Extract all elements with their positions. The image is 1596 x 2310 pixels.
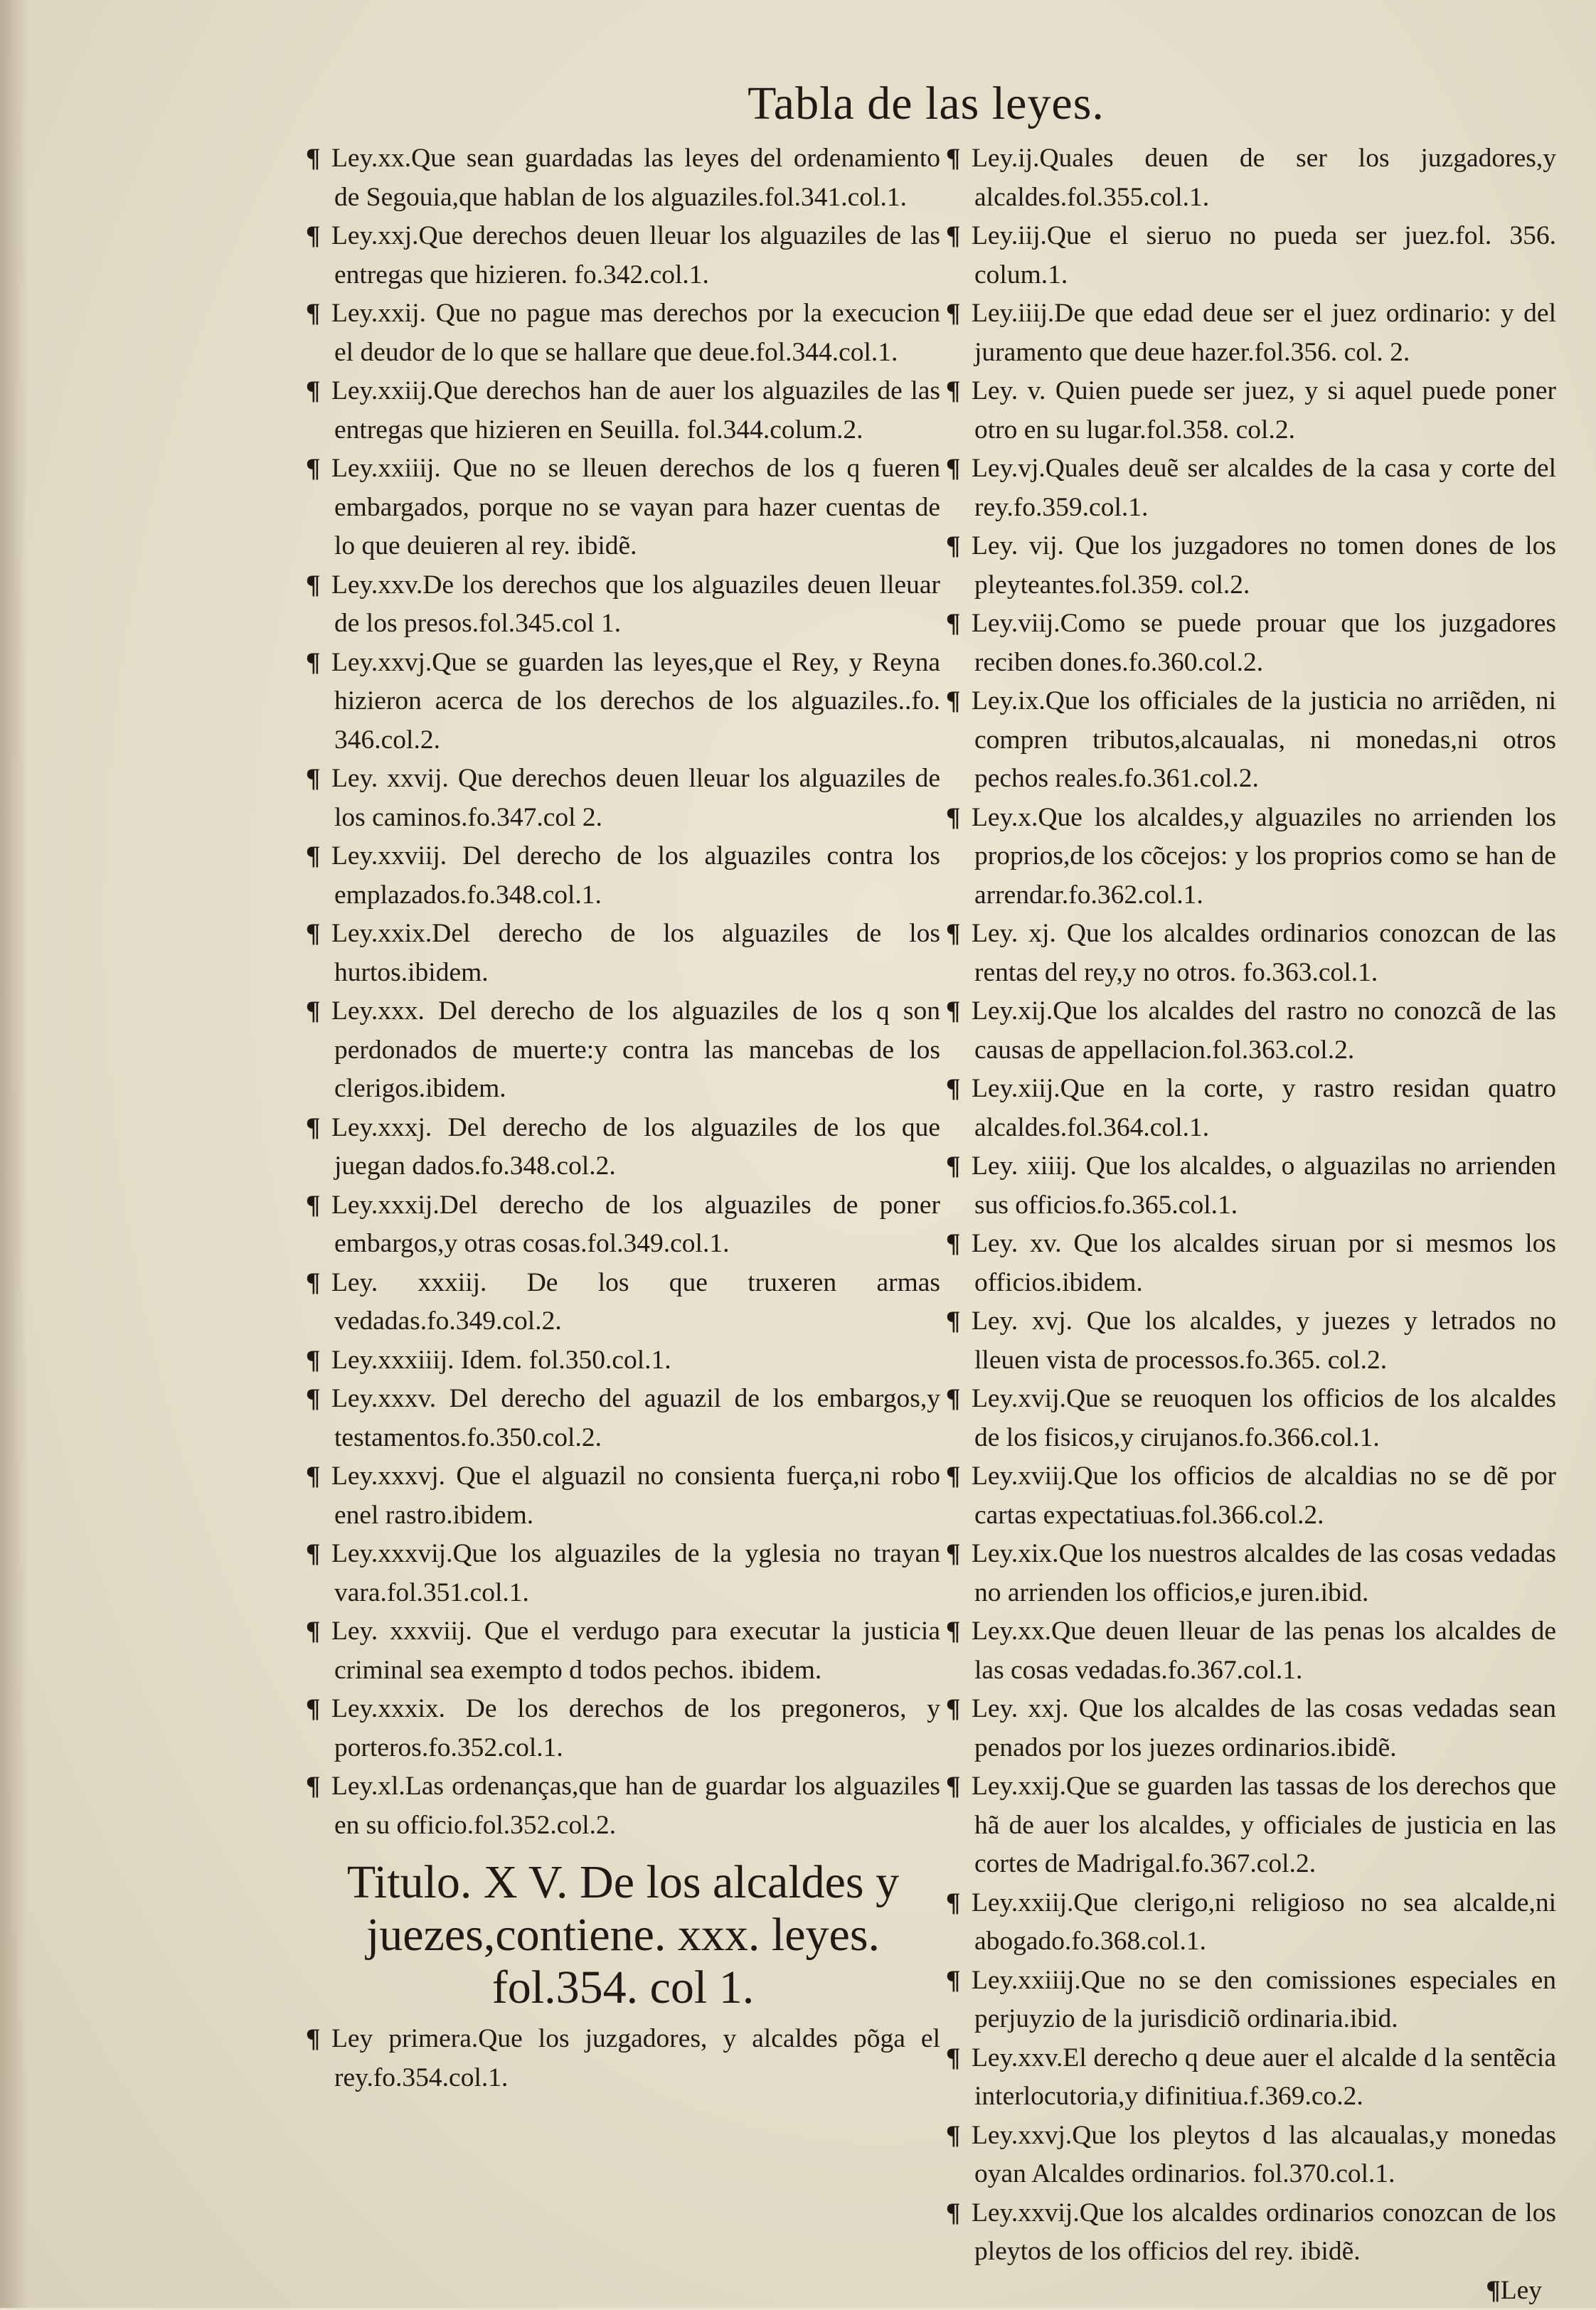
index-entry-text: Ley.xxxv. Del derecho del aguazil de los embargos,y testamentos.fo.350.col.2. <box>331 1384 940 1452</box>
index-entry <box>946 1612 1556 1690</box>
index-entry-text: Ley. xxxviij. Que el verdugo para executar la justicia criminal sea exempto d todos pechos. ibidem. <box>331 1617 940 1685</box>
index-entry-text: Ley.xij.Que los alcaldes del rastro no conozcã de las causas de appellacion.fol.363.col.2. <box>972 996 1556 1065</box>
index-entry-text: Ley.xvij.Que se reuoquen los officios de los alcaldes de los fisicos,y cirujanos.fo.366.col.1. <box>972 1384 1556 1452</box>
index-entry-text: Ley.xxiij.Que derechos han de auer los alguaziles de las entregas que hizieren en Seuilla. fol.344.colum.2. <box>331 376 940 445</box>
pilcrow-icon: ¶ <box>306 1264 331 1303</box>
index-entry <box>306 1380 940 1457</box>
pilcrow-icon: ¶ <box>946 1962 972 2001</box>
index-entry <box>946 1457 1556 1535</box>
pilcrow-icon: ¶ <box>306 294 331 334</box>
pilcrow-icon: ¶ <box>306 760 331 799</box>
catchword <box>946 2272 1556 2310</box>
index-entry-text: Ley.xxj.Que derechos deuen lleuar los alguaziles de las entregas que hizieren. fo.342.col.1. <box>331 221 940 289</box>
index-entry <box>306 992 940 1109</box>
index-entry-text: Ley.xxxvj. Que el alguazil no consienta fuerça,ni robo enel rastro.ibidem. <box>331 1462 940 1530</box>
index-entry <box>306 837 940 915</box>
index-entry <box>946 799 1556 915</box>
index-entry-text: Ley.xxxix. De los derechos de los pregoneros, y porteros.fo.352.col.1. <box>331 1694 940 1762</box>
index-entry-text: Ley.xxxj. Del derecho de los alguaziles de los que juegan dados.fo.348.col.2. <box>331 1113 940 1181</box>
running-header <box>0 77 1596 131</box>
index-entry <box>946 2039 1556 2117</box>
pilcrow-icon: ¶ <box>306 1341 331 1380</box>
pilcrow-icon: ¶ <box>306 372 331 411</box>
index-entry-text: Ley.xxxij.Del derecho de los alguaziles de poner embargos,y otras cosas.fol.349.col.1. <box>331 1191 940 1259</box>
index-entry <box>946 1884 1556 1962</box>
pilcrow-icon: ¶ <box>946 527 972 566</box>
right-entries <box>946 139 1556 2272</box>
index-entry-text: Ley.ix.Que los officiales de la justicia no arriẽden, ni compren tributos,alcaualas, ni monedas,ni otros pechos reales.fo.361.col.2. <box>972 686 1556 793</box>
index-entry-text: Ley.xx.Que sean guardadas las leyes del ordenamiento de Segouia,que hablan de los alguaziles.fol.341.col.1. <box>331 144 940 212</box>
index-entry <box>306 294 940 372</box>
pilcrow-icon: ¶ <box>946 1612 972 1651</box>
pilcrow-icon: ¶ <box>306 2020 331 2059</box>
index-entry <box>946 372 1556 449</box>
pilcrow-icon: ¶ <box>946 2194 972 2233</box>
index-entry-text: Ley. xv. Que los alcaldes siruan por si mesmos los officios.ibidem. <box>972 1229 1556 1297</box>
index-entry <box>306 139 940 217</box>
index-entry-text: Ley.iij.Que el sieruo no pueda ser juez.fol. 356. colum.1. <box>972 221 1556 289</box>
index-entry <box>946 449 1556 527</box>
index-entry <box>946 915 1556 992</box>
index-entry-text: Ley. xj. Que los alcaldes ordinarios conozcan de las rentas del rey,y no otros. fo.363.col.1. <box>972 919 1556 987</box>
index-entry <box>946 1690 1556 1767</box>
pilcrow-icon: ¶ <box>306 837 331 876</box>
pilcrow-icon: ¶ <box>946 139 972 179</box>
index-entry-text: Ley. xxxiij. De los que truxeren armas vedadas.fo.349.col.2. <box>331 1268 940 1336</box>
index-entry-text: Ley.xxviij. Del derecho de los alguaziles contra los emplazados.fo.348.col.1. <box>331 841 940 910</box>
pilcrow-icon: ¶ <box>306 644 331 683</box>
index-entry-text: Ley.x.Que los alcaldes,y alguaziles no arrienden los proprios,de los cõcejos: y los proprios como se han de arrendar.fo.362.col.1. <box>972 803 1556 910</box>
index-entry <box>306 449 940 566</box>
pilcrow-icon: ¶ <box>946 992 972 1031</box>
index-entry <box>946 605 1556 682</box>
index-entry <box>946 992 1556 1070</box>
index-entry <box>946 1302 1556 1380</box>
pilcrow-icon: ¶ <box>946 915 972 954</box>
section-title: Titulo. X V. De los alcaldes y juezes,contiene. xxx. leyes. fol.354. col 1. <box>306 1856 940 2014</box>
index-entry-text: Ley. xvj. Que los alcaldes, y juezes y letrados no lleuen vista de processos.fo.365. col.2. <box>972 1306 1556 1375</box>
pilcrow-icon: ¶ <box>306 139 331 179</box>
left-column <box>306 139 940 2097</box>
index-entry <box>946 217 1556 294</box>
index-entry-text: Ley.xxij.Que se guarden las tassas de los derechos que hã de auer los alcaldes, y officiales de justicia en las cortes de Madrigal.fo.367.col.2. <box>972 1772 1556 1878</box>
pilcrow-icon: ¶ <box>946 1070 972 1109</box>
pilcrow-icon: ¶ <box>306 1380 331 1419</box>
pilcrow-icon: ¶ <box>306 1767 331 1806</box>
index-entry-text: Ley.xxvj.Que los pleytos d las alcaualas,y monedas oyan Alcaldes ordinarios. fol.370.col.1. <box>972 2121 1556 2189</box>
index-entry-text: Ley.xxxiiij. Idem. fol.350.col.1. <box>331 1346 671 1375</box>
index-entry <box>306 1186 940 1264</box>
pilcrow-icon: ¶ <box>946 1302 972 1341</box>
pilcrow-icon: ¶ <box>306 1109 331 1148</box>
index-entry-text: Ley. v. Quien puede ser juez, y si aquel puede poner otro en su lugar.fol.358. col.2. <box>972 376 1556 445</box>
running-header-text: Tabla de las leyes. <box>748 78 1105 129</box>
index-entry <box>946 2194 1556 2272</box>
index-entry <box>306 760 940 837</box>
index-entry <box>306 1109 940 1186</box>
index-entry-text: Ley.xxx. Del derecho de los alguaziles de los q son perdonados de muerte:y contra las mancebas de los clerigos.ibidem. <box>331 996 940 1103</box>
index-entry <box>946 1767 1556 1884</box>
index-entry-text: Ley.xxix.Del derecho de los alguaziles de los hurtos.ibidem. <box>331 919 940 987</box>
index-entry <box>306 1535 940 1612</box>
index-entry-text: Ley.xxvj.Que se guarden las leyes,que el Rey, y Reyna hizieron acerca de los derechos de los alguaziles..fo. 346.col.2. <box>331 648 940 755</box>
index-entry <box>946 682 1556 799</box>
index-entry-text: Ley.xxv.De los derechos que los alguaziles deuen lleuar de los presos.fol.345.col 1. <box>331 570 940 639</box>
catchword-text: Ley <box>1501 2276 1542 2305</box>
pilcrow-icon: ¶ <box>946 2039 972 2078</box>
index-entry-text: Ley.xxiiij. Que no se lleuen derechos de los q fueren embargados, porque no se vayan para hazer cuentas de lo que deuieren al rey. ibidẽ. <box>331 454 940 560</box>
index-entry <box>306 2020 940 2097</box>
pilcrow-icon: ¶ <box>946 605 972 644</box>
pilcrow-icon: ¶ <box>946 1457 972 1496</box>
pilcrow-icon: ¶ <box>946 372 972 411</box>
index-entry <box>306 1457 940 1535</box>
pilcrow-icon: ¶ <box>306 1612 331 1651</box>
index-entry-text: Ley.xxvij.Que los alcaldes ordinarios conozcan de los pleytos de los officios del rey. ibidẽ. <box>972 2198 1556 2267</box>
pilcrow-icon: ¶ <box>306 1535 331 1574</box>
index-entry <box>306 1264 940 1341</box>
index-entry <box>306 217 940 294</box>
pilcrow-icon: ¶ <box>306 1690 331 1729</box>
index-entry-text: Ley.xxv.El derecho q deue auer el alcalde d la sentẽcia interlocutoria,y difinitiua.f.369.co.2. <box>972 2043 1556 2112</box>
index-entry <box>946 2117 1556 2194</box>
pilcrow-icon: ¶ <box>946 799 972 838</box>
pilcrow-icon: ¶ <box>946 294 972 334</box>
index-entry-text: Ley.xxij. Que no pague mas derechos por la execucion el deudor de lo que se hallare que deue.fol.344.col.1. <box>331 299 940 367</box>
pilcrow-icon: ¶ <box>946 1884 972 1923</box>
index-entry <box>946 1962 1556 2039</box>
index-entry-text: Ley.xiij.Que en la corte, y rastro residan quatro alcaldes.fol.364.col.1. <box>972 1074 1556 1142</box>
index-entry <box>946 139 1556 217</box>
pilcrow-icon: ¶ <box>306 1457 331 1496</box>
index-entry-text: Ley. xiiij. Que los alcaldes, o alguazilas no arrienden sus officios.fo.365.col.1. <box>972 1151 1556 1220</box>
index-entry-text: Ley.vj.Quales deuẽ ser alcaldes de la casa y corte del rey.fo.359.col.1. <box>972 454 1556 522</box>
pilcrow-icon: ¶ <box>306 566 331 605</box>
index-entry <box>946 1070 1556 1147</box>
pilcrow-icon: ¶ <box>946 449 972 489</box>
index-entry <box>306 372 940 449</box>
index-entry-text: Ley. xxj. Que los alcaldes de las cosas vedadas sean penados por los juezes ordinarios.ibidẽ. <box>972 1694 1556 1762</box>
pilcrow-icon: ¶ <box>946 1690 972 1729</box>
right-column <box>946 139 1556 2310</box>
pilcrow-icon: ¶ <box>946 2117 972 2156</box>
index-entry-text: Ley.xxiiij.Que no se den comissiones especiales en perjuyzio de la jurisdiciõ ordinaria.ibid. <box>972 1966 1556 2034</box>
index-entry <box>306 1612 940 1690</box>
pilcrow-icon: ¶ <box>946 682 972 721</box>
index-entry <box>306 1767 940 1845</box>
index-entry-text: Ley.xxxvij.Que los alguaziles de la yglesia no trayan vara.fol.351.col.1. <box>331 1539 940 1607</box>
left-entries-after <box>306 2020 940 2097</box>
pilcrow-icon: ¶ <box>306 217 331 256</box>
index-entry-text: Ley.ij.Quales deuen de ser los juzgadores,y alcaldes.fol.355.col.1. <box>972 144 1556 212</box>
index-entry-text: Ley.viij.Como se puede prouar que los juzgadores reciben dones.fo.360.col.2. <box>972 609 1556 677</box>
pilcrow-icon: ¶ <box>946 1225 972 1264</box>
index-entry <box>306 644 940 760</box>
index-entry-text: Ley primera.Que los juzgadores, y alcaldes põga el rey.fo.354.col.1. <box>331 2024 940 2092</box>
index-entry-text: Ley.xxiij.Que clerigo,ni religioso no sea alcalde,ni abogado.fo.368.col.1. <box>972 1888 1556 1957</box>
pilcrow-icon: ¶ <box>946 1535 972 1574</box>
index-entry <box>306 566 940 644</box>
pilcrow-icon: ¶ <box>306 449 331 489</box>
pilcrow-icon: ¶ <box>1475 2272 1501 2310</box>
pilcrow-icon: ¶ <box>946 1147 972 1186</box>
pilcrow-icon: ¶ <box>306 915 331 954</box>
index-entry-text: Ley. vij. Que los juzgadores no tomen dones de los pleyteantes.fol.359. col.2. <box>972 531 1556 600</box>
pilcrow-icon: ¶ <box>306 1186 331 1225</box>
index-entry-text: Ley.iiij.De que edad deue ser el juez ordinario: y del juramento que deue hazer.fol.356. col. 2. <box>972 299 1556 367</box>
index-entry <box>946 294 1556 372</box>
index-entry-text: Ley.xix.Que los nuestros alcaldes de las cosas vedadas no arrienden los officios,e juren.ibid. <box>972 1539 1556 1607</box>
index-entry-text: Ley.xviij.Que los officios de alcaldias no se dẽ por cartas expectatiuas.fol.366.col.2. <box>972 1462 1556 1530</box>
pilcrow-icon: ¶ <box>946 1380 972 1419</box>
index-entry <box>306 1341 940 1380</box>
index-entry <box>306 915 940 992</box>
index-entry-text: Ley. xxvij. Que derechos deuen lleuar los alguaziles de los caminos.fo.347.col 2. <box>331 764 940 832</box>
pilcrow-icon: ¶ <box>946 217 972 256</box>
index-entry <box>306 1690 940 1767</box>
index-entry <box>946 527 1556 605</box>
index-entry <box>946 1147 1556 1225</box>
page-gutter-shadow <box>0 0 28 2308</box>
index-entry-text: Ley.xl.Las ordenanças,que han de guardar los alguaziles en su officio.fol.352.col.2. <box>331 1772 940 1840</box>
left-entries-before <box>306 139 940 1845</box>
index-entry <box>946 1225 1556 1302</box>
index-entry <box>946 1380 1556 1457</box>
pilcrow-icon: ¶ <box>946 1767 972 1806</box>
index-entry-text: Ley.xx.Que deuen lleuar de las penas los alcaldes de las cosas vedadas.fo.367.col.1. <box>972 1617 1556 1685</box>
index-entry <box>946 1535 1556 1612</box>
pilcrow-icon: ¶ <box>306 992 331 1031</box>
